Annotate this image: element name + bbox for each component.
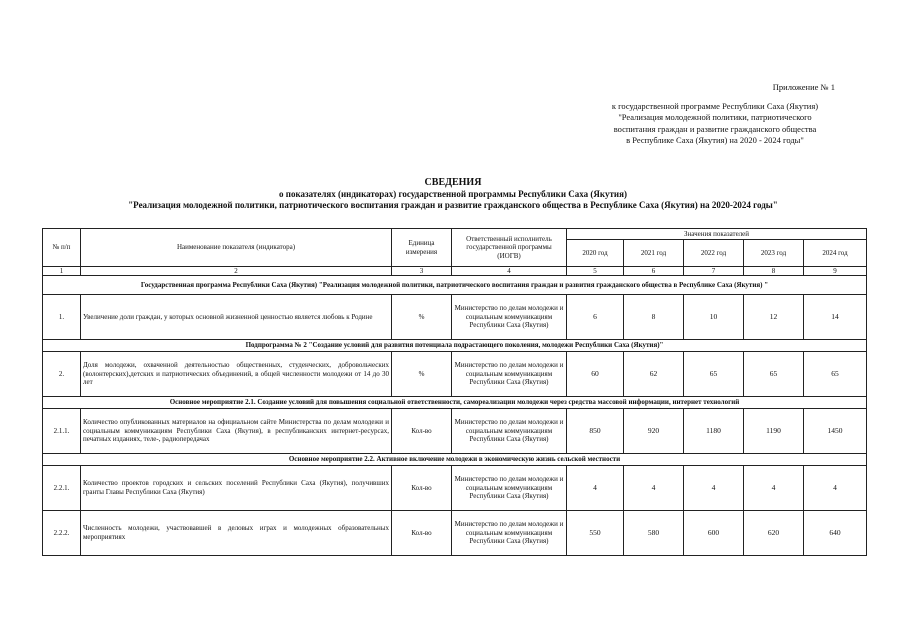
table-row: [43, 511, 867, 556]
appendix-title: Приложение № 1: [772, 82, 835, 92]
row-name: Увеличение доли граждан, у которых основной жизненной ценностью является любовь к Родине: [81, 295, 392, 340]
row-unit: %: [392, 295, 452, 340]
row-value: 8: [624, 295, 684, 340]
row-value: 14: [804, 295, 867, 340]
appendix-line: в Республике Саха (Якутия) на 2020 - 2024 годы": [626, 135, 804, 145]
header-values-group: Значения показателей: [567, 229, 867, 240]
row-num: 1.: [43, 295, 81, 340]
heading-subtitle: о показателях (индикаторах) государственной программы Республики Саха (Якутия): [279, 188, 627, 199]
row-name: Количество опубликованных материалов на официальном сайте Министерства по делам молодежи и социальным коммуникациям Республики Саха (Якутия), в республиканских интернет-ресурсах, печатных изданиях, теле-, радиопередачах: [81, 409, 392, 454]
column-numbers-row: [43, 267, 867, 276]
header-year: 2023 год: [744, 240, 804, 267]
row-executor: Министерство по делам молодежи и социальным коммуникациям Республики Саха (Якутия): [452, 295, 567, 340]
appendix-block: [545, 82, 885, 147]
table-row: [43, 352, 867, 397]
column-number: 3: [392, 267, 452, 276]
column-number: 7: [684, 267, 744, 276]
row-value: 620: [744, 511, 804, 556]
row-value: 550: [567, 511, 624, 556]
row-executor: Министерство по делам молодежи и социальным коммуникациям Республики Саха (Якутия): [452, 511, 567, 556]
section-row: [43, 397, 867, 409]
section-row: [43, 454, 867, 466]
row-executor: Министерство по делам молодежи и социальным коммуникациям Республики Саха (Якутия): [452, 352, 567, 397]
document-heading: [40, 177, 866, 212]
appendix-line: "Реализация молодежной политики, патриотического: [618, 112, 812, 122]
row-value: 4: [684, 466, 744, 511]
row-value: 1450: [804, 409, 867, 454]
header-executor: Ответственный исполнитель государственной программы (ИОГВ): [452, 229, 567, 267]
section-program: Государственная программа Республики Саха (Якутия) "Реализация молодежной политики, патриотического воспитания граждан и развития гражданского общества в Республике Саха (Якутия) ": [43, 276, 867, 295]
column-number: 1: [43, 267, 81, 276]
column-number: 6: [624, 267, 684, 276]
row-num: 2.2.2.: [43, 511, 81, 556]
row-value: 600: [684, 511, 744, 556]
header-num: № п/п: [43, 229, 81, 267]
header-year: 2021 год: [624, 240, 684, 267]
row-value: 580: [624, 511, 684, 556]
row-unit: Кол-во: [392, 409, 452, 454]
row-unit: Кол-во: [392, 466, 452, 511]
row-executor: Министерство по делам молодежи и социальным коммуникациям Республики Саха (Якутия): [452, 409, 567, 454]
header-year: 2020 год: [567, 240, 624, 267]
row-value: 850: [567, 409, 624, 454]
heading-program-name: "Реализация молодежной политики, патриотического воспитания граждан и развитие гражданского общества в Республике Саха (Якутия) на 2020-2024 годы": [128, 200, 778, 210]
row-name: Количество проектов городских и сельских поселений Республики Саха (Якутия), получивших гранты Главы Республики Саха (Якутия): [81, 466, 392, 511]
appendix-line: воспитания граждан и развитие гражданского общества: [613, 123, 817, 134]
column-number: 9: [804, 267, 867, 276]
header-unit: Единица измерения: [392, 229, 452, 267]
header-row: [43, 229, 867, 240]
table-row: [43, 409, 867, 454]
section-subprogram: Подпрограмма № 2 "Создание условий для развития потенциала подрастающего поколения, молодежи Республики Саха (Якутия)": [43, 340, 867, 352]
row-num: 2.: [43, 352, 81, 397]
section-activity-2-2: Основное мероприятие 2.2. Активное включение молодежи в экономическую жизнь сельской местности: [43, 454, 867, 466]
table-row: [43, 295, 867, 340]
row-value: 4: [804, 466, 867, 511]
heading-title: СВЕДЕНИЯ: [424, 177, 482, 188]
row-value: 65: [744, 352, 804, 397]
row-value: 1180: [684, 409, 744, 454]
row-value: 12: [744, 295, 804, 340]
section-row: [43, 340, 867, 352]
header-year: 2022 год: [684, 240, 744, 267]
column-number: 4: [452, 267, 567, 276]
row-name: Доля молодежи, охваченной деятельностью общественных, студенческих, добровольческих (волонтерских),детских и патриотических объединений, в общей численности молодежи от 14 до 30 лет: [81, 352, 392, 397]
indicators-table: [42, 228, 867, 556]
row-value: 4: [624, 466, 684, 511]
row-unit: %: [392, 352, 452, 397]
header-year: 2024 год: [804, 240, 867, 267]
row-value: 920: [624, 409, 684, 454]
row-value: 4: [744, 466, 804, 511]
row-value: 4: [567, 466, 624, 511]
row-name: Численность молодежи, участвовавшей в деловых играх и молодежных образовательных мероприятиях: [81, 511, 392, 556]
row-value: 6: [567, 295, 624, 340]
column-number: 8: [744, 267, 804, 276]
row-num: 2.2.1.: [43, 466, 81, 511]
row-value: 65: [684, 352, 744, 397]
section-row: [43, 276, 867, 295]
section-activity-2-1: Основное мероприятие 2.1. Создание условий для повышения социальной ответственности, самореализации молодежи через средства массовой информации, интернет технологий: [43, 397, 867, 409]
row-value: 640: [804, 511, 867, 556]
row-value: 1190: [744, 409, 804, 454]
row-unit: Кол-во: [392, 511, 452, 556]
header-name: Наименование показателя (индикатора): [81, 229, 392, 267]
row-value: 60: [567, 352, 624, 397]
row-executor: Министерство по делам молодежи и социальным коммуникациям Республики Саха (Якутия): [452, 466, 567, 511]
column-number: 5: [567, 267, 624, 276]
appendix-line: к государственной программе Республики Саха (Якутия): [611, 100, 819, 111]
row-value: 10: [684, 295, 744, 340]
row-value: 65: [804, 352, 867, 397]
row-value: 62: [624, 352, 684, 397]
column-number: 2: [81, 267, 392, 276]
row-num: 2.1.1.: [43, 409, 81, 454]
table-row: [43, 466, 867, 511]
